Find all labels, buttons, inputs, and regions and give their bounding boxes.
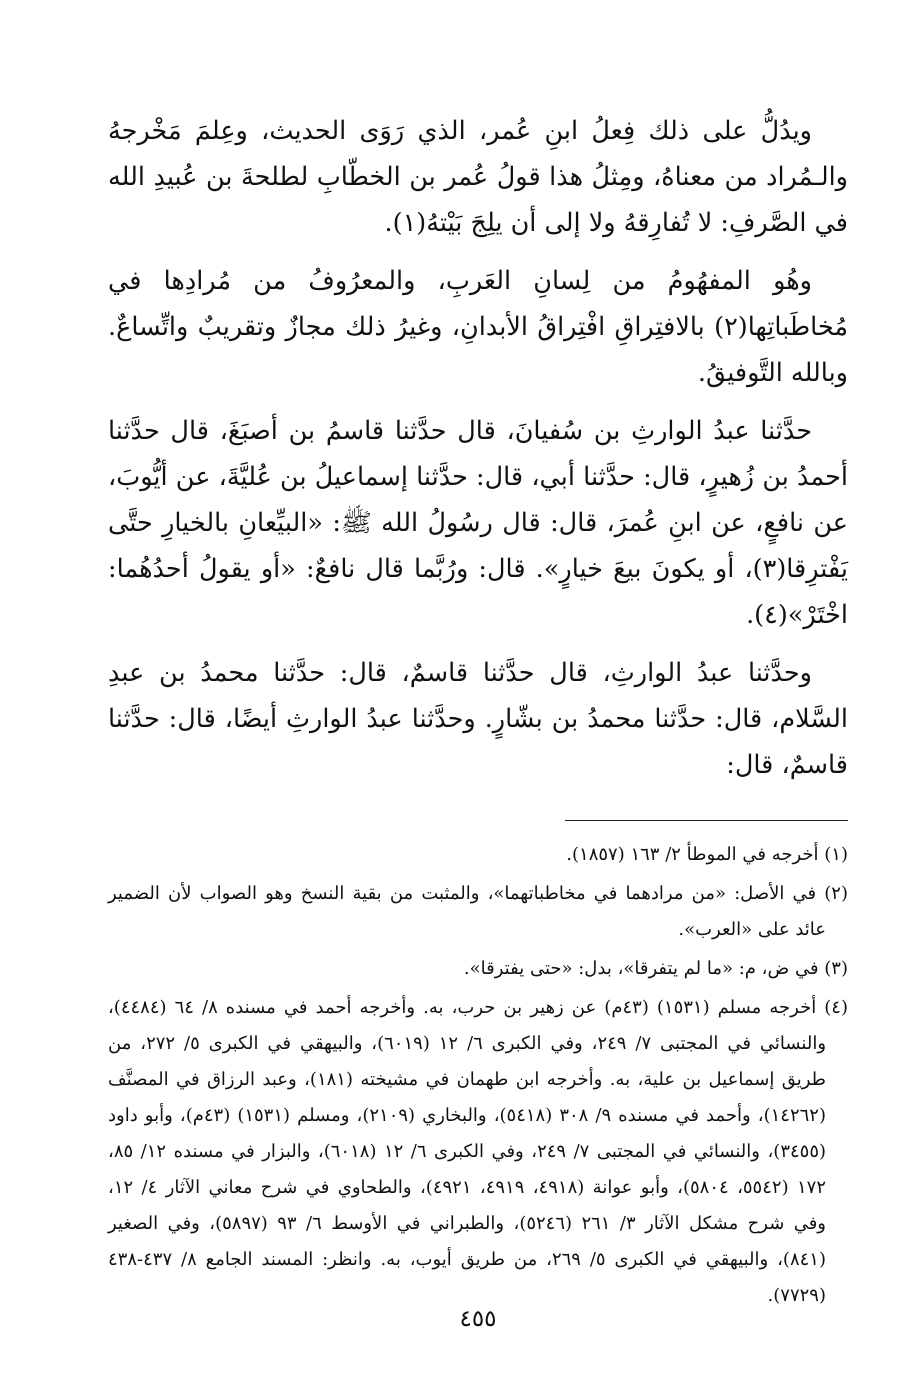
paragraph-4: وحدَّثنا عبدُ الوارثِ، قال حدَّثنا قاسمٌ، قال: حدَّثنا محمدُ بن عبدِ السَّلام، قال: حدَّثنا محمدُ بن بشّارٍ. وحدَّثنا عبدُ الوارثِ أيضًا، قال: حدَّثنا قاسمٌ، قال: xyxy=(108,658,848,780)
paragraph-1: ويدُلُّ على ذلك فِعلُ ابنِ عُمر، الذي رَوَى الحديث، وعِلمَ مَخْرجهُ والـمُراد من معناهُ، ومِثلُ هذا قولُ عُمر بن الخطّابِ لطلحةَ بن عُبيدِ الله في الصَّرفِ: لا تُفارِقهُ ولا إلى أن يلِجَ بَيْتهُ(١). xyxy=(108,116,848,238)
footnote-4: (٤) أخرجه مسلم (١٥٣١) (٤٣م) عن زهير بن حرب، به. وأخرجه أحمد في مسنده ٨/ ٦٤ (٤٤٨٤)، والنسائي في المجتبى ٧/ ٢٤٩، وفي الكبرى ٦/ ١٢ (٦٠١٩)، والبيهقي في الكبرى ٥/ ٢٧٢، من طريق إسماعيل بن علية، به. وأخرجه ابن طهمان في مشيخته (١٨١)، وعبد الرزاق في المصنَّف (١٤٢٦٢)، وأحمد في مسنده ٩/ ٣٠٨ (٥٤١٨)، والبخاري (٢١٠٩)، ومسلم (١٥٣١) (٤٣م)، وأبو داود (٣٤٥٥)، والنسائي في المجتبى ٧/ ٢٤٩، وفي الكبرى ٦/ ١٢ (٦٠١٨)، والبزار في مسنده ١٢/ ٨٥، ١٧٢ (٥٥٤٢، ٥٨٠٤)، وأبو عوانة (٤٩١٨، ٤٩١٩، ٤٩٢١)، والطحاوي في شرح معاني الآثار ٤/ ١٢، وفي شرح مشكل الآثار ٣/ ٢٦١ (٥٢٤٦)، والطبراني في الأوسط ٦/ ٩٣ (٥٨٩٧)، وفي الصغير (٨٤١)، والبيهقي في الكبرى ٥/ ٢٦٩، من طريق أيوب، به. وانظر: المسند الجامع ٨/ ٤٣٧-٤٣٨ (٧٧٢٩). xyxy=(108,997,848,1306)
paragraph-3: حدَّثنا عبدُ الوارثِ بن سُفيانَ، قال حدَّثنا قاسمُ بن أصبَغَ، قال حدَّثنا أحمدُ بن زُهيرٍ، قال: حدَّثنا أبي، قال: حدَّثنا إسماعيلُ بن عُليَّةَ، عن أيُّوبَ، عن نافعٍ، عن ابنِ عُمرَ، قال: قال رسُولُ الله ﷺ: «البيِّعانِ بالخيارِ حتَّى يَفْترِقا(٣)، أو يكونَ بيعَ خيارٍ». قال: ورُبَّما قال نافعٌ: «أو يقولُ أحدُهُما: اخْتَرْ»(٤). xyxy=(108,416,848,630)
main-text xyxy=(108,108,848,788)
footnote-separator xyxy=(565,820,848,821)
footnotes xyxy=(108,837,848,1314)
paragraph-2: وهُو المفهُومُ من لِسانِ العَربِ، والمعرُوفُ من مُرادِها في مُخاطَباتِها(٢) بالافتِراقِ افْتِراقُ الأبدانِ، وغيرُ ذلك مجازٌ وتقريبٌ واتِّساعٌ. وبالله التَّوفيقُ. xyxy=(108,266,848,388)
footnote-1: (١) أخرجه في الموطأ ٢/ ١٦٣ (١٨٥٧). xyxy=(566,844,848,865)
footnote-3: (٣) في ض، م: «ما لم يتفرقا»، بدل: «حتى يفترقا». xyxy=(463,958,848,979)
page xyxy=(108,108,848,1358)
page-number: ٤٥٥ xyxy=(459,1306,497,1332)
footnote-2: (٢) في الأصل: «من مرادهما في مخاطباتهما»، والمثبت من بقية النسخ وهو الصواب لأن الضمير عائد على «العرب». xyxy=(108,883,848,940)
